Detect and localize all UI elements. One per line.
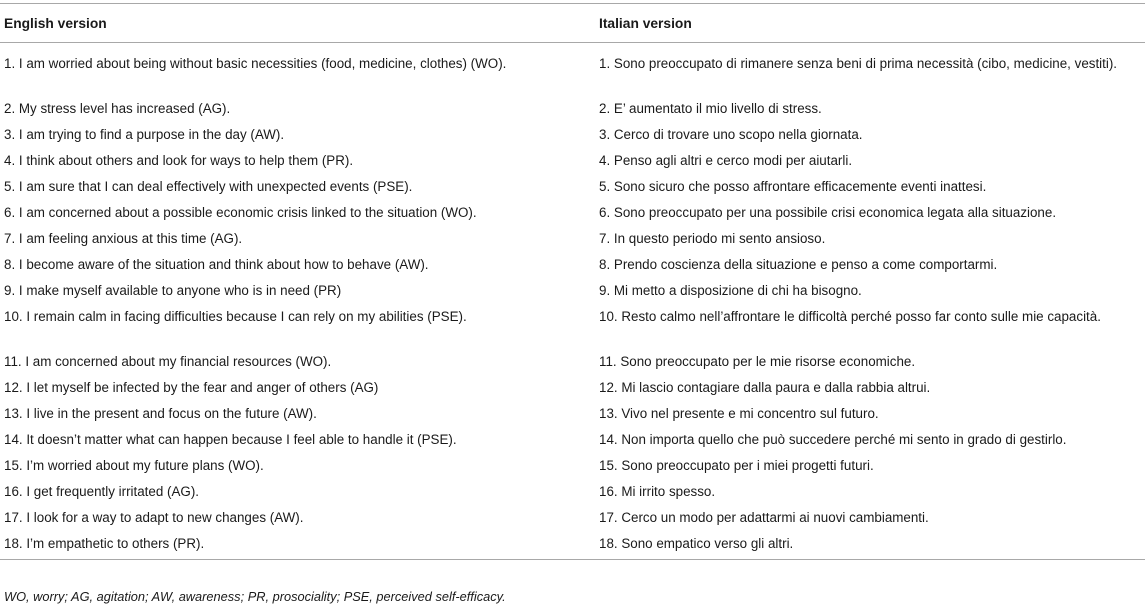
table-row [0, 508, 1145, 534]
table-row [0, 482, 1145, 508]
cell-english-item: 3. I am trying to find a purpose in the day (AW). [4, 126, 285, 142]
cell-english-item: 6. I am concerned about a possible economic crisis linked to the situation (WO). [4, 204, 477, 220]
table-row [0, 151, 1145, 177]
table-row [0, 229, 1145, 255]
table-row [0, 352, 1145, 378]
table-row [0, 281, 1145, 307]
table-row [0, 203, 1145, 229]
cell-italian-item: 18. Sono empatico verso gli altri. [595, 534, 1145, 560]
header-italian: Italian version [595, 4, 1145, 43]
cell-english-item: 12. I let myself be infected by the fear and anger of others (AG) [4, 379, 379, 395]
header-english: English version [0, 4, 595, 43]
cell-english-item: 13. I live in the present and focus on the future (AW). [4, 405, 317, 421]
cell-english-item: 18. I’m empathetic to others (PR). [0, 534, 595, 560]
cell-italian-item: 5. Sono sicuro che posso affrontare efficacemente eventi inattesi. [599, 178, 987, 194]
cell-italian-item: 11. Sono preoccupato per le mie risorse economiche. [599, 353, 916, 369]
cell-italian-item: 4. Penso agli altri e cerco modi per aiutarli. [599, 152, 853, 168]
table-row [0, 456, 1145, 482]
table-row [0, 404, 1145, 430]
table-row [0, 307, 1145, 352]
cell-english-item: 17. I look for a way to adapt to new changes (AW). [4, 509, 304, 525]
table-row [0, 125, 1145, 151]
cell-italian-item: 7. In questo periodo mi sento ansioso. [599, 230, 826, 246]
cell-english-item: 8. I become aware of the situation and think about how to behave (AW). [4, 256, 429, 272]
cell-italian-item: 9. Mi metto a disposizione di chi ha bisogno. [599, 282, 862, 298]
cell-english-item: 14. It doesn’t matter what can happen because I feel able to handle it (PSE). [4, 431, 457, 447]
cell-italian-item: 13. Vivo nel presente e mi concentro sul futuro. [599, 405, 879, 421]
cell-english-item: 16. I get frequently irritated (AG). [4, 483, 199, 499]
cell-italian-item: 10. Resto calmo nell’affrontare le difficoltà perché posso far conto sulle mie capacità. [599, 308, 1101, 324]
cell-english-item: 1. I am worried about being without basic necessities (food, medicine, clothes) (WO). [4, 56, 507, 71]
cell-english-item: 15. I’m worried about my future plans (WO). [4, 457, 264, 473]
header-row [0, 4, 1145, 43]
table-footnote: WO, worry; AG, agitation; AW, awareness; PR, prosociality; PSE, perceived self-efficacy. [4, 589, 506, 604]
cell-english-item: 9. I make myself available to anyone who is in need (PR) [4, 282, 342, 298]
cell-italian-item: 2. E’ aumentato il mio livello di stress. [599, 100, 822, 116]
cell-italian-item: 1. Sono preoccupato di rimanere senza beni di prima necessità (cibo, medicine, vestiti). [599, 56, 1118, 71]
table-row [0, 534, 1145, 560]
cell-italian-item: 12. Mi lascio contagiare dalla paura e dalla rabbia altrui. [599, 379, 931, 395]
table-row [0, 43, 1145, 99]
cell-italian-item: 8. Prendo coscienza della situazione e penso a come comportarmi. [599, 256, 998, 272]
table-row [0, 378, 1145, 404]
cell-italian-item: 6. Sono preoccupato per una possibile crisi economica legata alla situazione. [599, 204, 1057, 220]
cell-italian-item: 16. Mi irrito spesso. [599, 483, 716, 499]
table-row [0, 430, 1145, 456]
table-row [0, 99, 1145, 125]
cell-english-item: 10. I remain calm in facing difficulties because I can rely on my abilities (PSE). [4, 308, 467, 324]
cell-italian-item: 15. Sono preoccupato per i miei progetti futuri. [599, 457, 874, 473]
table-row [0, 255, 1145, 281]
cell-italian-item: 17. Cerco un modo per adattarmi ai nuovi cambiamenti. [599, 509, 929, 525]
cell-italian-item: 14. Non importa quello che può succedere perché mi sento in grado di gestirlo. [599, 431, 1067, 447]
translation-table [0, 3, 1145, 560]
cell-english-item: 7. I am feeling anxious at this time (AG). [4, 230, 243, 246]
cell-english-item: 11. I am concerned about my financial resources (WO). [4, 353, 332, 369]
cell-english-item: 5. I am sure that I can deal effectively with unexpected events (PSE). [4, 178, 413, 194]
cell-english-item: 4. I think about others and look for ways to help them (PR). [4, 152, 354, 168]
table-row [0, 177, 1145, 203]
cell-english-item: 2. My stress level has increased (AG). [4, 100, 231, 116]
cell-italian-item: 3. Cerco di trovare uno scopo nella giornata. [599, 126, 863, 142]
table-body [0, 43, 1145, 560]
table-header [0, 4, 1145, 43]
